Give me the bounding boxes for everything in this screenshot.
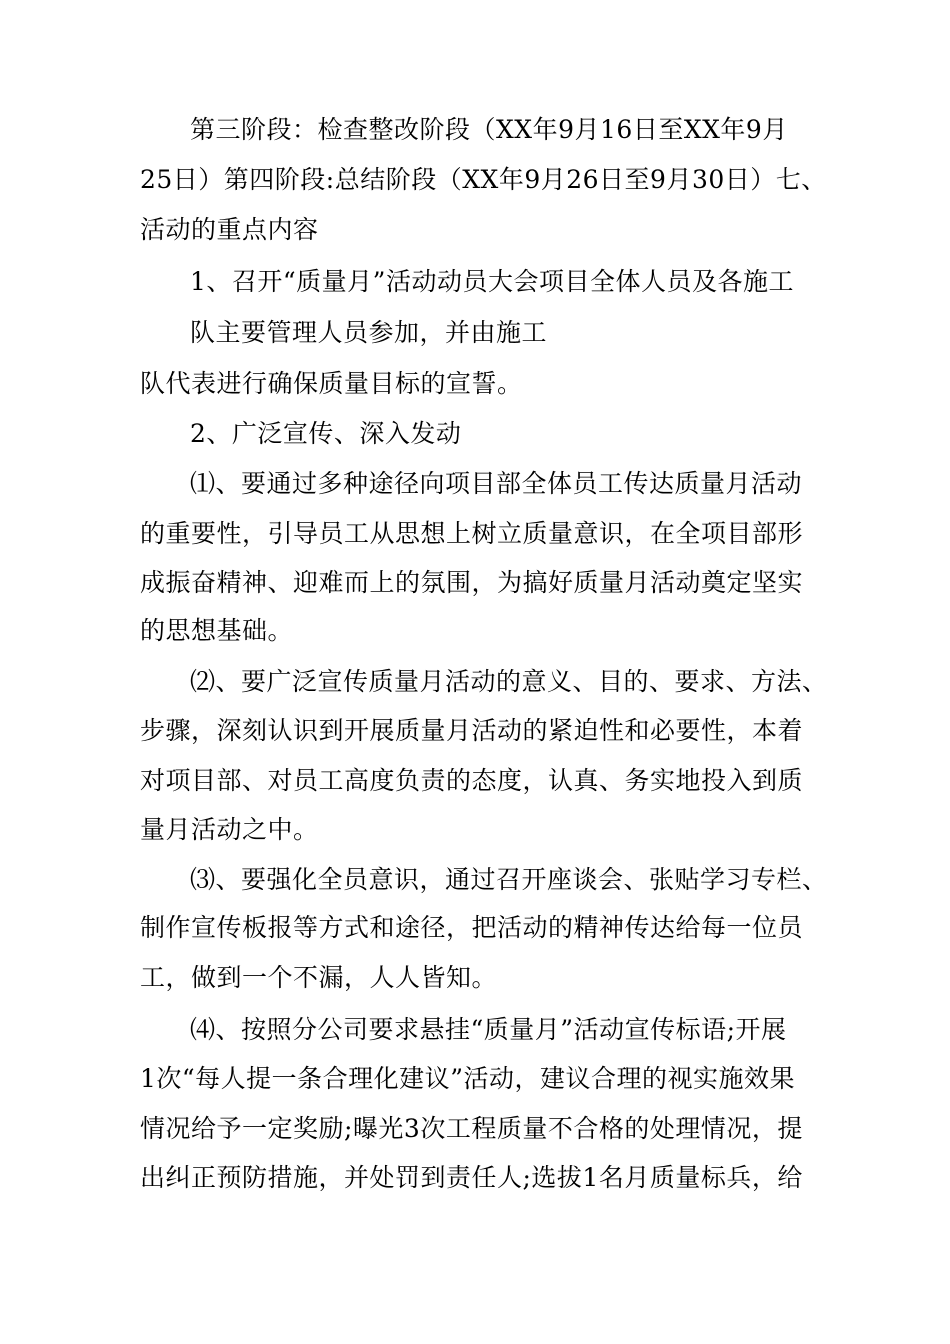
text-line: ⑴、要通过多种途径向项目部全体员工传达质量月活动 — [190, 469, 803, 498]
text-line: 成振奋精神、迎难而上的氛围，为搞好质量月活动奠定坚实 — [140, 568, 804, 597]
text-line: 的重要性，引导员工从思想上树立质量意识，在全项目部形 — [140, 519, 804, 548]
text-line: 2、广泛宣传、深入发动 — [190, 419, 462, 448]
text-line: 1次“每人提一条合理化建议”活动，建议合理的视实施效果 — [140, 1064, 795, 1093]
text-line: 情况给予一定奖励;曝光3次工程质量不合格的处理情况，提 — [140, 1114, 803, 1143]
text-line: 对项目部、对员工高度负责的态度，认真、务实地投入到质 — [140, 766, 804, 795]
text-line: 的思想基础。 — [140, 616, 294, 645]
text-line: 工，做到一个不漏，人人皆知。 — [140, 963, 498, 992]
text-line: 活动的重点内容 — [140, 215, 319, 244]
text-line: 1、召开“质量月”活动动员大会项目全体人员及各施工 — [190, 267, 794, 296]
text-line: 制作宣传板报等方式和途径，把活动的精神传达给每一位员 — [140, 913, 804, 942]
text-line: 步骤，深刻认识到开展质量月活动的紧迫性和必要性，本着 — [140, 716, 804, 745]
text-line: 出纠正预防措施，并处罚到责任人;选拔1名月质量标兵，给 — [140, 1163, 803, 1192]
text-line: ⑷、按照分公司要求悬挂“质量月”活动宣传标语;开展 — [190, 1015, 787, 1044]
text-line: 队主要管理人员参加，并由施工 — [190, 318, 548, 347]
text-line: 第三阶段：检查整改阶段（XX年9月16日至XX年9月 — [190, 115, 788, 144]
text-line: 量月活动之中。 — [140, 815, 319, 844]
text-line: 队代表进行确保质量目标的宣誓。 — [140, 369, 523, 398]
text-line: ⑶、要强化全员意识，通过召开座谈会、张贴学习专栏、 — [190, 865, 828, 894]
text-line: ⑵、要广泛宣传质量月活动的意义、目的、要求、方法、 — [190, 667, 828, 696]
text-line: 25日）第四阶段:总结阶段（XX年9月26日至9月30日）七、 — [140, 165, 827, 194]
